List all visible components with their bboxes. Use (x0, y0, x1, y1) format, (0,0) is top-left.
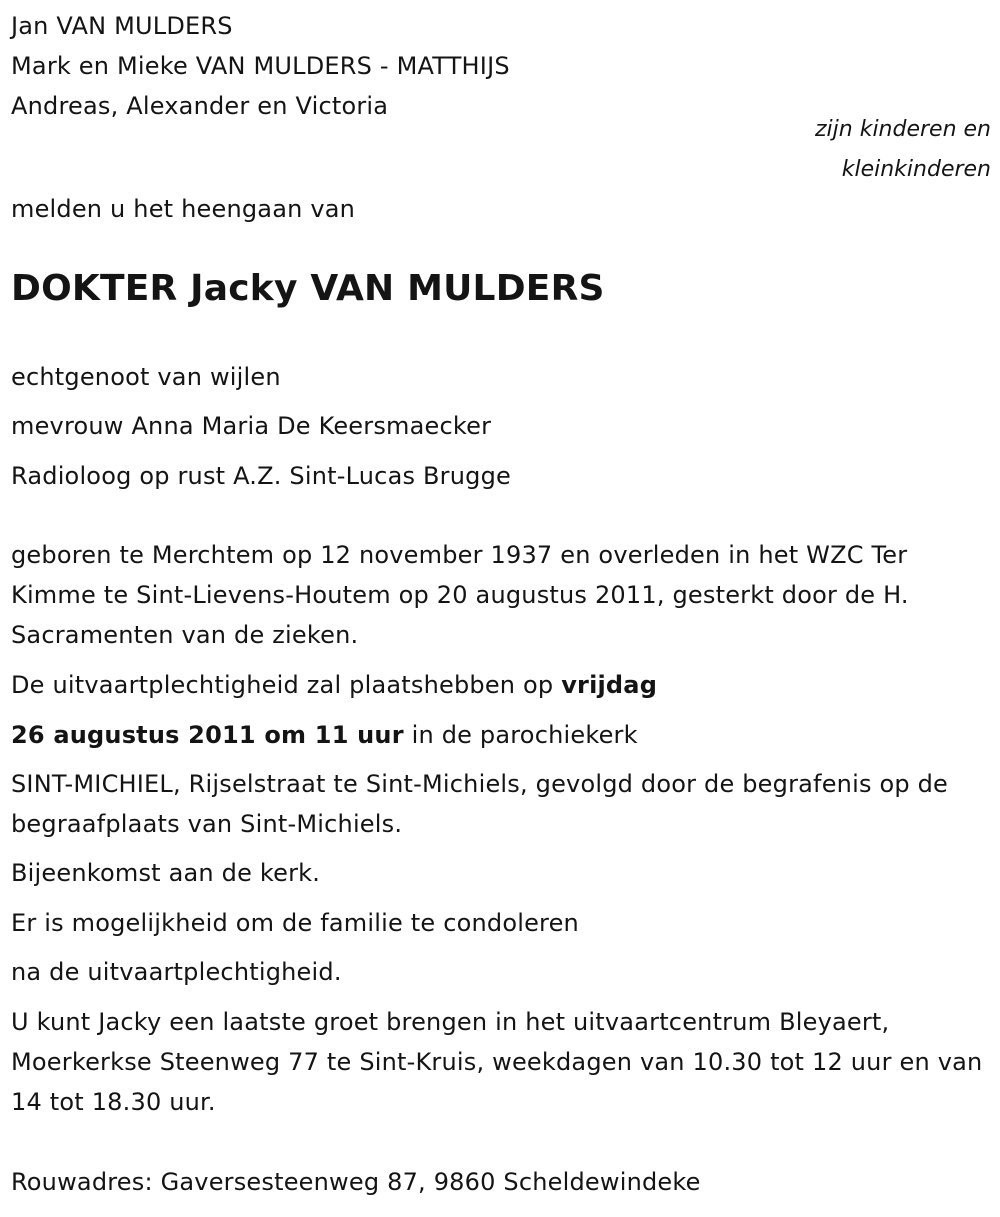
family-line-3: Andreas, Alexander en Victoria (11, 92, 389, 120)
ceremony-prefix: De uitvaartplechtigheid zal plaatshebben op (11, 671, 562, 699)
announcement: melden u het heengaan van (11, 195, 356, 223)
birth-death-paragraph: geboren te Merchtem op 12 november 1937 en overleden in het WZC Ter Kimme te Sint-Lievens-Houtem op 20 augustus 2011, gesterkt door de H. Sacramenten van de zieken. (11, 541, 909, 649)
family-line-2: Mark en Mieke VAN MULDERS - MATTHIJS (11, 52, 510, 80)
family-line-1: Jan VAN MULDERS (11, 12, 233, 40)
ceremony-place: in de parochiekerk (403, 721, 638, 749)
profession: Radioloog op rust A.Z. Sint-Lucas Brugge (11, 462, 511, 490)
visitation-paragraph: U kunt Jacky een laatste groet brengen in het uitvaartcentrum Bleyaert, Moerkerkse Steenweg 77 te Sint-Kruis, weekdagen van 10.30 tot 12 uur en van 14 tot 18.30 uur. (11, 1008, 983, 1116)
gathering: Bijeenkomst aan de kerk. (11, 859, 321, 887)
ceremony-date-line (11, 715, 638, 755)
deceased-name: DOKTER Jacky VAN MULDERS (11, 268, 605, 309)
spouse-name: mevrouw Anna Maria De Keersmaecker (11, 412, 492, 440)
ceremony-day: vrijdag (561, 671, 658, 699)
condolence-line-1: Er is mogelijkheid om de familie te condoleren (11, 909, 579, 937)
family-relation: zijn kinderen en kleinkinderen (815, 117, 991, 182)
condolence-line-2: na de uitvaartplechtigheid. (11, 958, 342, 986)
mourning-address: Rouwadres: Gaversesteenweg 87, 9860 Scheldewindeke (11, 1168, 701, 1196)
ceremony-line (11, 665, 657, 705)
ceremony-date: 26 augustus 2011 om 11 uur (11, 721, 404, 749)
church-paragraph: SINT-MICHIEL, Rijselstraat te Sint-Michiels, gevolgd door de begrafenis op de begraafplaats van Sint-Michiels. (11, 770, 949, 838)
spouse-intro: echtgenoot van wijlen (11, 363, 281, 391)
